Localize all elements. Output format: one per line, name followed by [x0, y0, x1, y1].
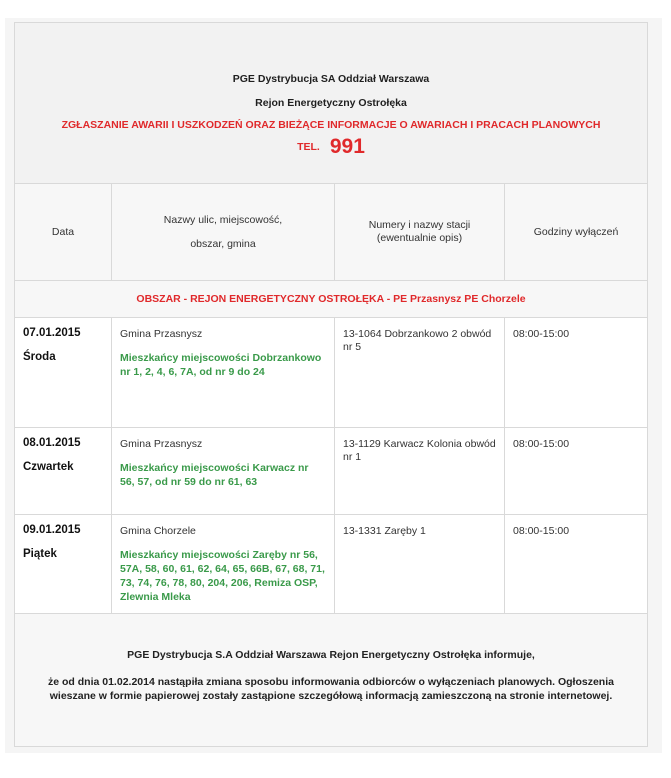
company-name: PGE Dystrybucja SA Oddział Warszawa	[232, 73, 430, 85]
notice-heading: ZGŁASZANIE AWARII I USZKODZEŃ ORAZ BIEŻĄCE INFORMACJE O AWARIACH I PRACACH PLANOWYCH	[61, 119, 601, 131]
row-gmina: Gmina Chorzele	[120, 525, 196, 537]
phone-number: 991	[329, 135, 365, 158]
phone-label: TEL.	[297, 141, 320, 153]
row-date: 08.01.2015	[23, 437, 81, 449]
row-location-cell	[112, 515, 335, 614]
row-date-cell	[15, 515, 112, 614]
phone-line	[16, 135, 646, 159]
table-row	[15, 515, 648, 614]
column-header-streets-line1: Nazwy ulic, miejscowość,	[163, 213, 283, 226]
table-row	[15, 428, 648, 515]
header	[15, 23, 648, 184]
row-gmina: Gmina Przasnysz	[120, 438, 203, 450]
row-residents: Mieszkańcy miejscowości Dobrzankowo nr 1, 2, 4, 6, 7A, od nr 9 do 24	[120, 352, 322, 378]
region-name: Rejon Energetyczny Ostrołęka	[255, 97, 407, 109]
row-residents: Mieszkańcy miejscowości Zaręby nr 56, 57A, 58, 60, 61, 62, 64, 65, 66B, 67, 68, 71, 73, 74, 76, 78, 80, 204, 206, Remiza OSP, Zlewnia Mleka	[120, 549, 325, 603]
outage-table	[14, 22, 648, 747]
column-header-streets-line2: obszar, gmina	[190, 237, 256, 250]
row-station: 13-1331 Zaręby 1	[335, 515, 505, 614]
row-date-cell	[15, 428, 112, 515]
table-row	[15, 318, 648, 428]
footer-text: że od dnia 01.02.2014 nastąpiła zmiana sposobu informowania odbiorców o wyłączeniach planowych. Ogłoszenia wieszane w formie papierowej zostały zastąpione szczegółową informacją zamieszczoną na stronie internetowej.	[48, 676, 614, 702]
row-date: 07.01.2015	[23, 327, 81, 339]
column-header-stations	[335, 184, 505, 281]
column-header-date-label: Data	[51, 225, 75, 238]
row-residents: Mieszkańcy miejscowości Karwacz nr 56, 57, od nr 59 do nr 61, 63	[120, 462, 309, 488]
column-header-date	[15, 184, 112, 281]
column-header-stations-line1: Numery i nazwy stacji	[368, 219, 471, 231]
column-header-streets	[112, 184, 335, 281]
row-day: Środa	[23, 351, 56, 363]
row-hours: 08:00-15:00	[505, 515, 648, 614]
row-date-cell	[15, 318, 112, 428]
column-header-stations-line2: (ewentualnie opis)	[376, 232, 463, 244]
column-header-hours	[505, 184, 648, 281]
row-station: 13-1129 Karwacz Kolonia obwód nr 1	[335, 428, 505, 515]
row-day: Czwartek	[23, 461, 74, 473]
row-day: Piątek	[23, 548, 57, 560]
footer-notice	[15, 614, 648, 747]
footer-title: PGE Dystrybucja S.A Oddział Warszawa Rejon Energetyczny Ostrołęka informuje,	[127, 649, 535, 661]
row-hours: 08:00-15:00	[505, 318, 648, 428]
row-station: 13-1064 Dobrzankowo 2 obwód nr 5	[335, 318, 505, 428]
column-header-hours-label: Godziny wyłączeń	[533, 225, 619, 238]
area-heading: OBSZAR - REJON ENERGETYCZNY OSTROŁĘKA - PE Przasnysz PE Chorzele	[15, 281, 648, 318]
row-gmina: Gmina Przasnysz	[120, 328, 203, 340]
row-location-cell	[112, 428, 335, 515]
row-location-cell	[112, 318, 335, 428]
row-hours: 08:00-15:00	[505, 428, 648, 515]
row-date: 09.01.2015	[23, 524, 81, 536]
